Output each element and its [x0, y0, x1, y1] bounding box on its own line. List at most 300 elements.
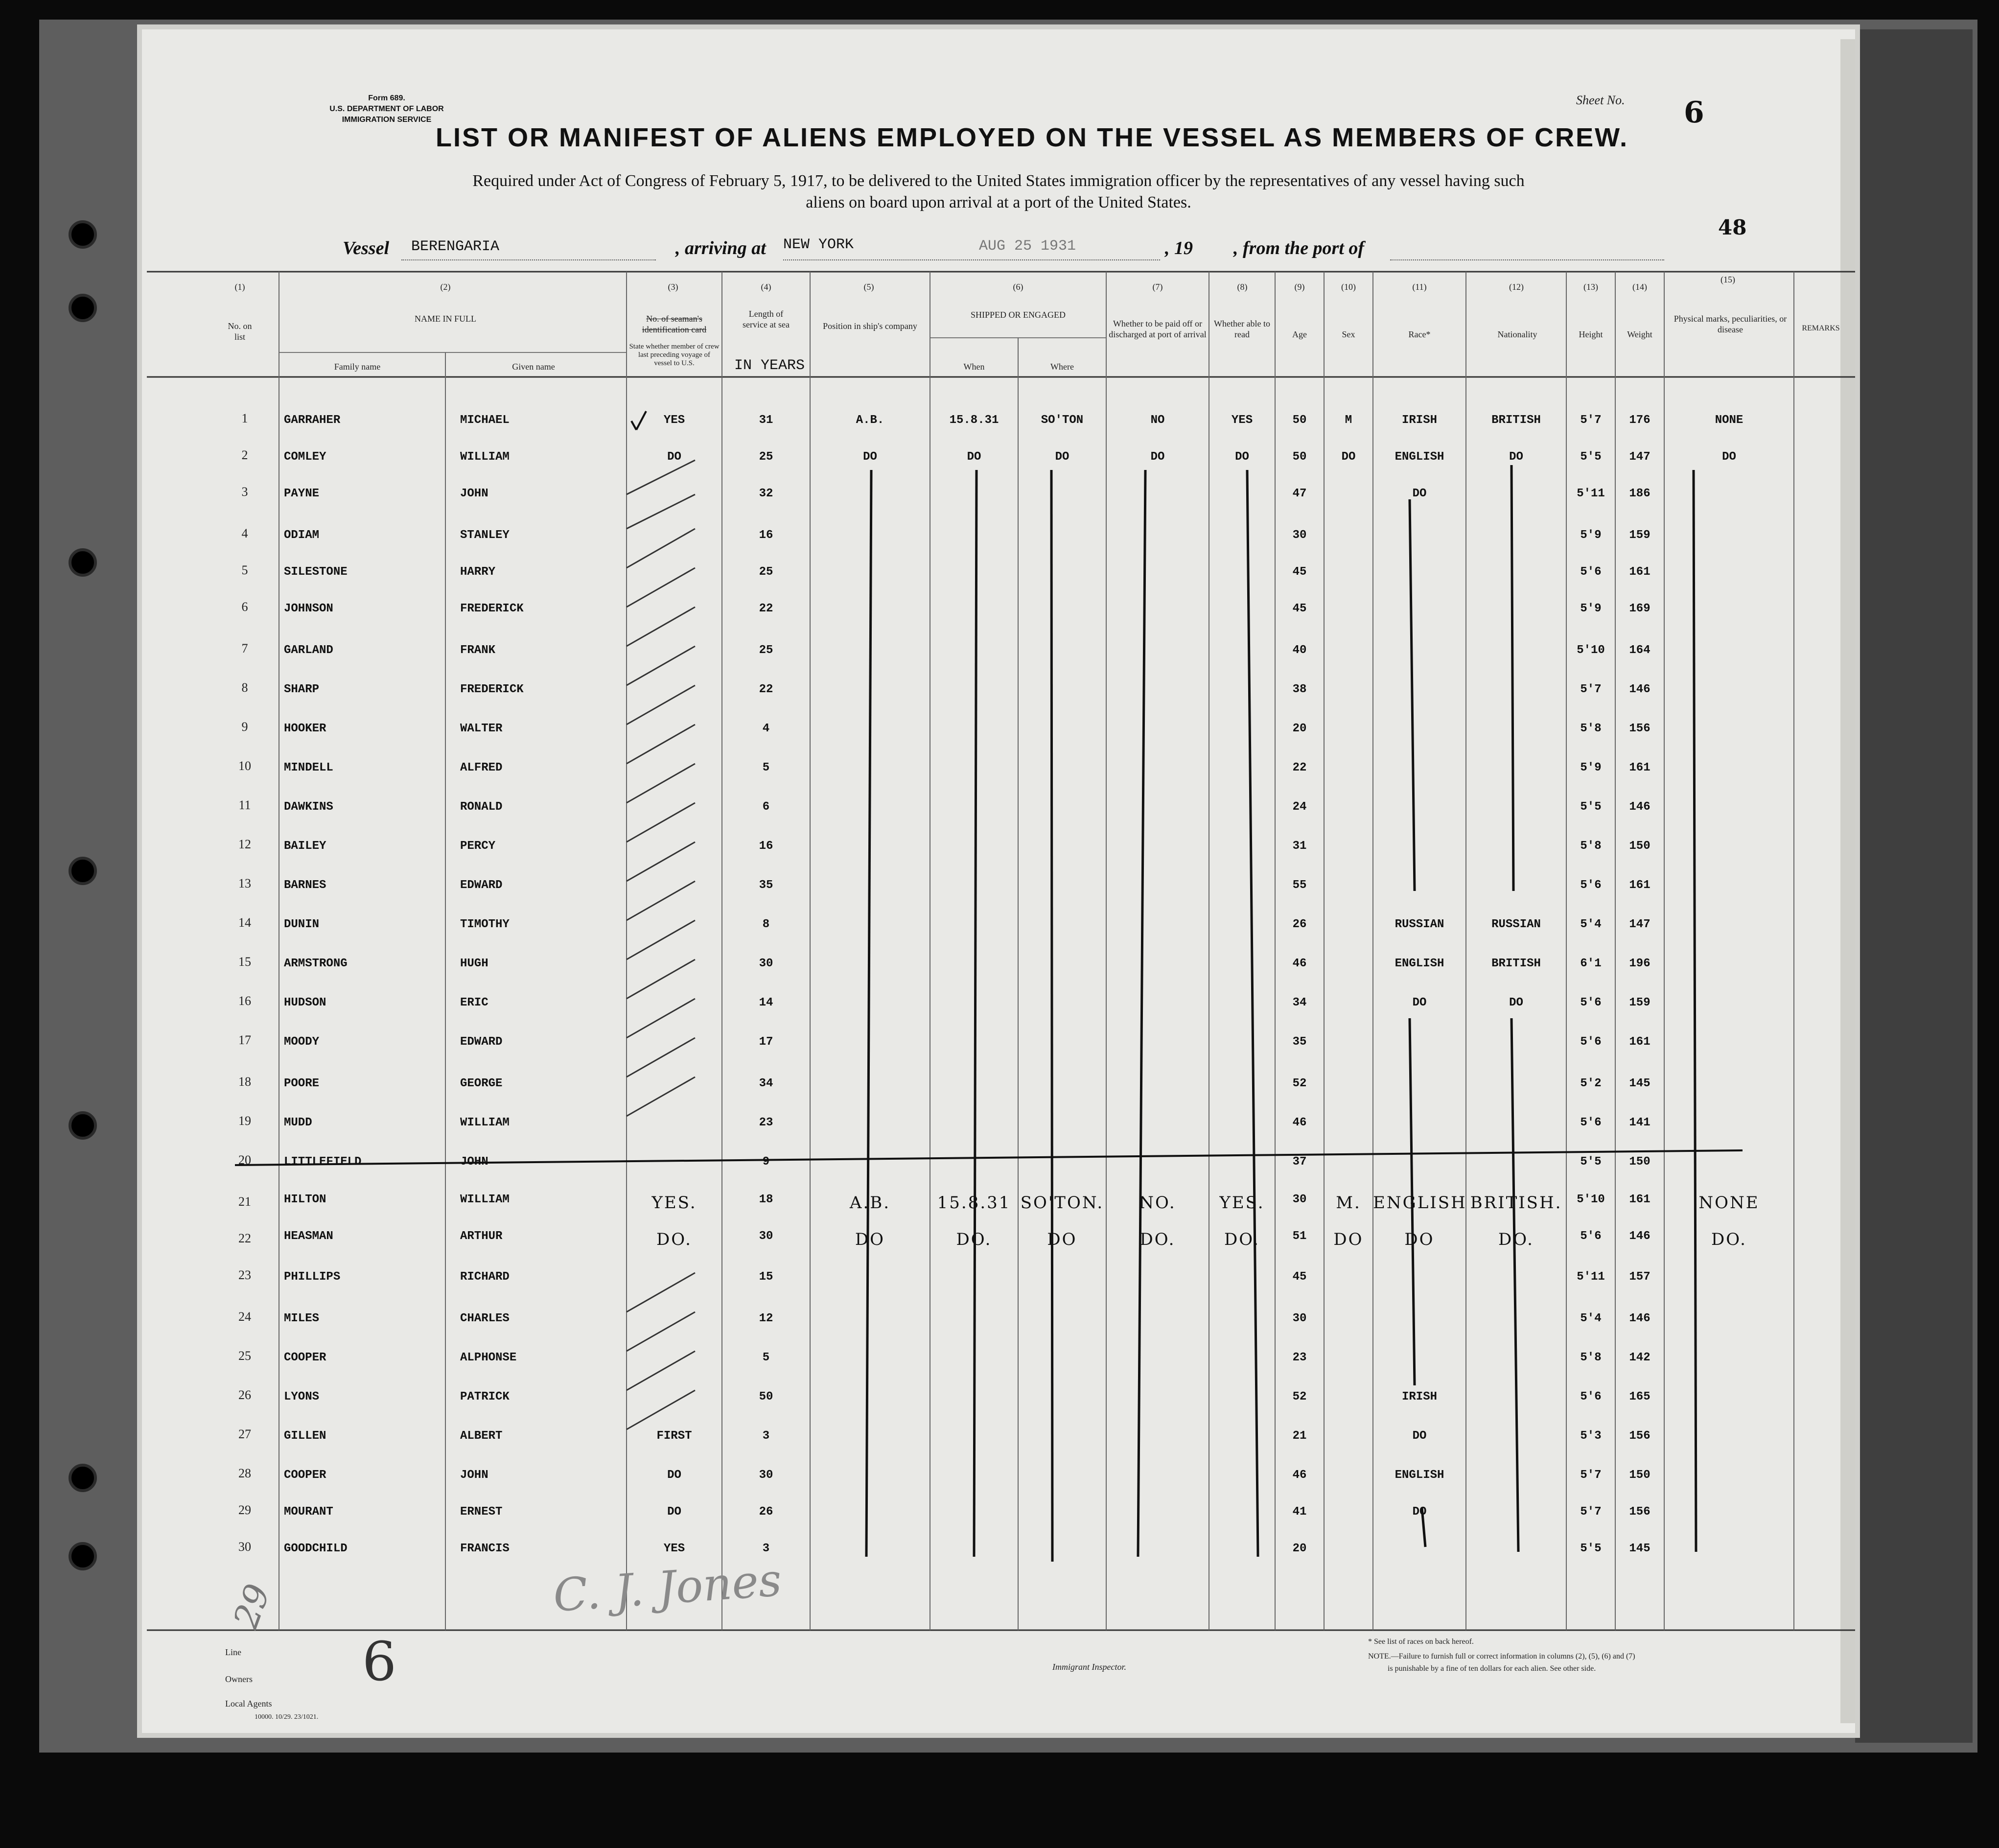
- date-stamp: AUG 25 1931: [979, 238, 1076, 255]
- age-cell: 20: [1292, 722, 1307, 735]
- nationality-cell: RUSSIAN: [1491, 918, 1541, 931]
- given-name-cell: ERIC: [460, 996, 488, 1009]
- weight-cell: 161: [1629, 1193, 1650, 1206]
- physical-marks-cell: NONE: [1698, 1193, 1760, 1213]
- family-name-cell: PAYNE: [284, 487, 320, 500]
- col-num-2: (2): [440, 282, 451, 292]
- row-number-cell: 29: [238, 1503, 251, 1517]
- weight-cell: 156: [1629, 1429, 1650, 1443]
- age-cell: 46: [1292, 1116, 1307, 1129]
- physical-marks-cell: DO.: [1711, 1230, 1747, 1249]
- header-col3-struck: No. of seaman's identification card: [642, 314, 707, 334]
- col-num-5: (5): [863, 282, 874, 292]
- service-years-cell: 35: [759, 879, 773, 892]
- service-years-cell: 31: [759, 414, 773, 427]
- given-name-cell: ALBERT: [460, 1429, 503, 1443]
- row-number-cell: 11: [238, 798, 251, 812]
- given-name-cell: TIMOTHY: [460, 918, 510, 931]
- family-name-cell: SILESTONE: [284, 565, 348, 579]
- row-number-cell: 1: [241, 411, 248, 425]
- height-cell: 5'4: [1580, 918, 1602, 931]
- weight-cell: 146: [1629, 1230, 1650, 1243]
- weight-cell: 186: [1629, 487, 1650, 500]
- age-cell: 38: [1292, 683, 1307, 696]
- requirement-line-2: aliens on board upon arrival at a port of the United States.: [806, 193, 1191, 211]
- service-years-cell: 3: [762, 1429, 770, 1443]
- header-given-name: Given name: [512, 362, 555, 372]
- weight-cell: 150: [1629, 840, 1650, 853]
- family-name-cell: GOODCHILD: [284, 1542, 348, 1555]
- height-cell: 5'9: [1580, 602, 1602, 615]
- position-cell: DO: [855, 1230, 885, 1249]
- col-num-9: (9): [1294, 282, 1305, 292]
- family-name-cell: ODIAM: [284, 529, 320, 542]
- previous-voyage-cell: DO: [667, 1505, 681, 1519]
- header-col4-typed: IN YEARS: [734, 357, 805, 374]
- row-number-cell: 17: [238, 1033, 251, 1047]
- able-to-read-cell: YES: [1231, 414, 1253, 427]
- height-cell: 5'11: [1577, 487, 1605, 500]
- physical-marks-cell: DO: [1722, 450, 1736, 464]
- height-cell: 5'7: [1580, 683, 1602, 696]
- family-name-cell: BAILEY: [284, 840, 326, 853]
- header-nationality: Nationality: [1497, 329, 1537, 339]
- age-cell: 41: [1292, 1505, 1307, 1519]
- race-cell: DO: [1412, 1505, 1427, 1519]
- service-years-cell: 22: [759, 602, 773, 615]
- previous-voyage-cell: YES.: [651, 1193, 697, 1213]
- height-cell: 5'7: [1580, 414, 1602, 427]
- header-race: Race*: [1408, 329, 1431, 339]
- form-number: Form 689.: [368, 94, 405, 102]
- weight-cell: 159: [1629, 996, 1650, 1009]
- service-years-cell: 16: [759, 529, 773, 542]
- given-name-cell: GEORGE: [460, 1077, 503, 1090]
- age-cell: 52: [1292, 1390, 1307, 1404]
- family-name-cell: ARMSTRONG: [284, 957, 348, 970]
- family-name-cell: COMLEY: [284, 450, 326, 464]
- race-cell: DO: [1412, 487, 1427, 500]
- position-cell: A.B.: [856, 414, 884, 427]
- given-name-cell: EDWARD: [460, 1035, 503, 1049]
- paid-off-cell: NO.: [1139, 1193, 1176, 1213]
- given-name-cell: FREDERICK: [460, 602, 524, 615]
- age-cell: 34: [1292, 996, 1307, 1009]
- family-name-cell: HEASMAN: [284, 1230, 333, 1243]
- previous-voyage-cell: DO: [667, 1469, 681, 1482]
- row-number-cell: 18: [238, 1075, 251, 1089]
- row-number-cell: 8: [241, 680, 248, 695]
- race-cell: DO: [1412, 1429, 1427, 1443]
- service-years-cell: 17: [759, 1035, 773, 1049]
- department-name: U.S. DEPARTMENT OF LABOR: [329, 105, 444, 113]
- able-to-read-cell: YES.: [1219, 1193, 1265, 1213]
- header-height: Height: [1579, 329, 1603, 339]
- age-cell: 22: [1292, 761, 1307, 774]
- height-cell: 5'6: [1580, 1035, 1602, 1049]
- height-cell: 5'6: [1580, 565, 1602, 579]
- page-count: 48: [1718, 215, 1747, 239]
- row-number-cell: 27: [238, 1427, 251, 1441]
- family-name-cell: HILTON: [284, 1193, 326, 1206]
- family-name-cell: DAWKINS: [284, 800, 333, 814]
- col-num-12: (12): [1509, 282, 1524, 292]
- shipped-where-cell: DO: [1047, 1230, 1077, 1249]
- header-col8: Whether able to read: [1214, 319, 1270, 339]
- nationality-cell: BRITISH.: [1470, 1193, 1562, 1213]
- footer-line-label: Line: [225, 1647, 241, 1657]
- given-name-cell: FRANK: [460, 644, 496, 657]
- race-cell: ENGLISH: [1373, 1193, 1467, 1213]
- given-name-cell: FRANCIS: [460, 1542, 510, 1555]
- family-name-cell: POORE: [284, 1077, 320, 1090]
- age-cell: 46: [1292, 1469, 1307, 1482]
- service-years-cell: 22: [759, 683, 773, 696]
- weight-cell: 176: [1629, 414, 1650, 427]
- row-number-cell: 22: [238, 1231, 251, 1245]
- family-name-cell: MOODY: [284, 1035, 320, 1049]
- row-number-cell: 25: [238, 1349, 251, 1363]
- col-num-11: (11): [1412, 282, 1427, 292]
- weight-cell: 150: [1629, 1155, 1650, 1169]
- col-num-15: (15): [1720, 275, 1735, 284]
- sex-cell: M.: [1336, 1193, 1361, 1213]
- service-years-cell: 12: [759, 1312, 773, 1325]
- age-cell: 26: [1292, 918, 1307, 931]
- family-name-cell: HOOKER: [284, 722, 326, 735]
- age-cell: 51: [1292, 1230, 1307, 1243]
- year-label: , 19: [1165, 238, 1193, 258]
- from-port-label: , from the port of: [1233, 238, 1365, 258]
- family-name-cell: MILES: [284, 1312, 320, 1325]
- service-years-cell: 25: [759, 644, 773, 657]
- sheet-label: Sheet No.: [1576, 93, 1625, 107]
- weight-cell: 165: [1629, 1390, 1650, 1404]
- service-years-cell: 25: [759, 565, 773, 579]
- row-number-cell: 5: [241, 563, 248, 577]
- col-num-1: (1): [234, 282, 245, 292]
- row-number-cell: 2: [241, 448, 248, 462]
- inspector-label: Immigrant Inspector.: [1052, 1662, 1126, 1672]
- weight-cell: 169: [1629, 602, 1650, 615]
- height-cell: 5'5: [1580, 1155, 1602, 1169]
- shipped-when-cell: DO.: [956, 1230, 992, 1249]
- race-cell: ENGLISH: [1395, 957, 1444, 970]
- age-cell: 30: [1292, 1312, 1307, 1325]
- height-cell: 5'9: [1580, 529, 1602, 542]
- race-cell: IRISH: [1401, 414, 1437, 427]
- weight-cell: 146: [1629, 800, 1650, 814]
- race-cell: DO: [1404, 1230, 1435, 1249]
- service-years-cell: 5: [762, 761, 770, 774]
- vessel-name: BERENGARIA: [411, 238, 500, 255]
- age-cell: 45: [1292, 1270, 1307, 1284]
- col-num-7: (7): [1152, 282, 1163, 292]
- family-name-cell: MUDD: [284, 1116, 312, 1129]
- given-name-cell: RONALD: [460, 800, 503, 814]
- family-name-cell: BARNES: [284, 879, 326, 892]
- header-no-on-list: No. on list: [228, 321, 252, 342]
- service-years-cell: 6: [762, 800, 770, 814]
- weight-cell: 146: [1629, 683, 1650, 696]
- nationality-cell: DO: [1509, 996, 1523, 1009]
- races-note: * See list of races on back hereof.: [1368, 1637, 1474, 1646]
- paid-off-cell: DO: [1150, 450, 1165, 464]
- header-weight: Weight: [1627, 329, 1652, 339]
- service-name: IMMIGRATION SERVICE: [342, 116, 432, 124]
- shipped-where-cell: SO'TON.: [1020, 1193, 1104, 1213]
- shipped-where-cell: DO: [1055, 450, 1069, 464]
- service-years-cell: 32: [759, 487, 773, 500]
- page-title: LIST OR MANIFEST OF ALIENS EMPLOYED ON THE VESSEL AS MEMBERS OF CREW.: [436, 123, 1629, 152]
- sex-cell: M: [1345, 414, 1352, 427]
- arriving-label: , arriving at: [675, 238, 766, 258]
- age-cell: 40: [1292, 644, 1307, 657]
- row-number-cell: 16: [238, 994, 251, 1008]
- family-name-cell: MOURANT: [284, 1505, 333, 1519]
- header-remarks: REMARKS: [1802, 324, 1840, 332]
- weight-cell: 156: [1629, 722, 1650, 735]
- footer-owners-label: Owners: [225, 1674, 253, 1684]
- given-name-cell: WILLIAM: [460, 1116, 510, 1129]
- shipped-when-cell: 15.8.31: [949, 414, 999, 427]
- age-cell: 52: [1292, 1077, 1307, 1090]
- service-years-cell: 34: [759, 1077, 773, 1090]
- height-cell: 5'7: [1580, 1505, 1602, 1519]
- arrival-port: NEW YORK: [783, 236, 854, 253]
- weight-cell: 161: [1629, 565, 1650, 579]
- given-name-cell: FREDERICK: [460, 683, 524, 696]
- previous-voyage-cell: DO: [667, 450, 681, 464]
- given-name-cell: WILLIAM: [460, 1193, 510, 1206]
- row-number-cell: 26: [238, 1388, 251, 1402]
- family-name-cell: SHARP: [284, 683, 320, 696]
- given-name-cell: ALPHONSE: [460, 1351, 517, 1364]
- given-name-cell: CHARLES: [460, 1312, 510, 1325]
- weight-cell: 150: [1629, 1469, 1650, 1482]
- age-cell: 31: [1292, 840, 1307, 853]
- given-name-cell: MICHAEL: [460, 414, 510, 427]
- row-number-cell: 10: [238, 759, 251, 773]
- service-years-cell: 26: [759, 1505, 773, 1519]
- previous-voyage-cell: DO.: [656, 1230, 692, 1249]
- race-cell: ENGLISH: [1395, 1469, 1444, 1482]
- weight-cell: 141: [1629, 1116, 1650, 1129]
- header-col6-when: When: [963, 362, 985, 372]
- shipped-when-cell: 15.8.31: [937, 1193, 1011, 1213]
- header-col6-where: Where: [1050, 362, 1074, 372]
- family-name-cell: PHILLIPS: [284, 1270, 341, 1284]
- family-name-cell: DUNIN: [284, 918, 320, 931]
- weight-cell: 161: [1629, 1035, 1650, 1049]
- col-num-6: (6): [1013, 282, 1023, 292]
- fine-note-line-2: is punishable by a fine of ten dollars for each alien. See other side.: [1388, 1664, 1596, 1673]
- paid-off-cell: NO: [1150, 414, 1165, 427]
- service-years-cell: 3: [762, 1542, 770, 1555]
- check-slashes: [627, 460, 695, 1429]
- age-cell: 55: [1292, 879, 1307, 892]
- shipped-when-cell: DO: [967, 450, 981, 464]
- row-number-cell: 13: [238, 876, 251, 890]
- col-num-10: (10): [1341, 282, 1356, 292]
- height-cell: 5'5: [1580, 800, 1602, 814]
- row-number-cell: 7: [241, 641, 248, 655]
- race-cell: RUSSIAN: [1395, 918, 1444, 931]
- height-cell: 5'2: [1580, 1077, 1602, 1090]
- previous-voyage-cell: FIRST: [656, 1429, 692, 1443]
- family-name-cell: LITTLEFIELD: [284, 1155, 362, 1169]
- height-cell: 5'9: [1580, 761, 1602, 774]
- height-cell: 5'10: [1577, 644, 1605, 657]
- weight-cell: 157: [1629, 1270, 1650, 1284]
- weight-cell: 161: [1629, 761, 1650, 774]
- weight-cell: 145: [1629, 1077, 1650, 1090]
- position-cell: A.B.: [849, 1193, 891, 1213]
- age-cell: 35: [1292, 1035, 1307, 1049]
- age-cell: 20: [1292, 1542, 1307, 1555]
- service-years-cell: 18: [759, 1193, 773, 1206]
- row-number-cell: 21: [238, 1194, 251, 1209]
- age-cell: 30: [1292, 529, 1307, 542]
- given-name-cell: ARTHUR: [460, 1230, 503, 1243]
- header-col4: Length of service at sea: [743, 309, 790, 329]
- given-name-cell: JOHN: [460, 1469, 488, 1482]
- column-rules: [279, 272, 1794, 1630]
- row-number-cell: 28: [238, 1466, 251, 1480]
- service-years-cell: 4: [762, 722, 770, 735]
- given-name-cell: PERCY: [460, 840, 496, 853]
- header-age: Age: [1292, 329, 1307, 339]
- nationality-cell: DO.: [1498, 1230, 1534, 1249]
- paid-off-cell: DO.: [1139, 1230, 1176, 1249]
- service-years-cell: 23: [759, 1116, 773, 1129]
- col-num-14: (14): [1632, 282, 1647, 292]
- header-col6: SHIPPED OR ENGAGED: [970, 310, 1066, 320]
- previous-voyage-cell: YES: [663, 1542, 685, 1555]
- row-number-cell: 12: [238, 837, 251, 851]
- row-number-cell: 3: [241, 485, 248, 499]
- service-years-cell: 25: [759, 450, 773, 464]
- col-num-3: (3): [668, 282, 678, 292]
- able-to-read-cell: DO: [1235, 450, 1249, 464]
- footer-print-code: 10000. 10/29. 23/1021.: [255, 1713, 319, 1721]
- position-cell: DO: [863, 450, 877, 464]
- row-number-cell: 4: [241, 526, 248, 540]
- age-cell: 45: [1292, 565, 1307, 579]
- race-cell: IRISH: [1401, 1390, 1437, 1404]
- height-cell: 5'6: [1580, 1116, 1602, 1129]
- nationality-cell: DO: [1509, 450, 1523, 464]
- weight-cell: 159: [1629, 529, 1650, 542]
- inspector-signature: C. J. Jones: [551, 1553, 784, 1622]
- age-cell: 50: [1292, 450, 1307, 464]
- race-cell: DO: [1412, 996, 1427, 1009]
- height-cell: 5'8: [1580, 840, 1602, 853]
- header-col3: State whether member of crew last preceding voyage of vessel to U.S.: [629, 343, 720, 367]
- height-cell: 5'6: [1580, 1230, 1602, 1243]
- service-years-cell: 30: [759, 957, 773, 970]
- family-name-cell: MINDELL: [284, 761, 333, 774]
- sex-cell: DO: [1341, 450, 1356, 464]
- age-cell: 24: [1292, 800, 1307, 814]
- nationality-cell: BRITISH: [1491, 957, 1541, 970]
- row-number-cell: 6: [241, 600, 248, 614]
- row-number-cell: 20: [238, 1153, 251, 1167]
- weight-cell: 161: [1629, 879, 1650, 892]
- family-name-cell: LYONS: [284, 1390, 320, 1404]
- given-name-cell: JOHN: [460, 487, 488, 500]
- family-name-cell: COOPER: [284, 1469, 326, 1482]
- weight-cell: 156: [1629, 1505, 1650, 1519]
- service-years-cell: 8: [762, 918, 770, 931]
- height-cell: 5'6: [1580, 996, 1602, 1009]
- height-cell: 5'5: [1580, 450, 1602, 464]
- col-num-13: (13): [1583, 282, 1598, 292]
- given-name-cell: HARRY: [460, 565, 496, 579]
- margin-note: 29: [225, 1579, 279, 1634]
- age-cell: 47: [1292, 487, 1307, 500]
- service-years-cell: 50: [759, 1390, 773, 1404]
- age-cell: 50: [1292, 414, 1307, 427]
- weight-cell: 146: [1629, 1312, 1650, 1325]
- row-number-cell: 19: [238, 1114, 251, 1128]
- given-name-cell: PATRICK: [460, 1390, 510, 1404]
- header-sex: Sex: [1342, 329, 1355, 339]
- service-years-cell: 15: [759, 1270, 773, 1284]
- row-number-cell: 23: [238, 1268, 251, 1282]
- height-cell: 5'4: [1580, 1312, 1602, 1325]
- height-cell: 5'10: [1577, 1193, 1605, 1206]
- weight-cell: 145: [1629, 1542, 1650, 1555]
- header-col7: Whether to be paid off or discharged at port of arrival: [1109, 319, 1207, 339]
- given-name-cell: STANLEY: [460, 529, 510, 542]
- family-name-cell: GARRAHER: [284, 414, 341, 427]
- row-number-cell: 24: [238, 1310, 251, 1324]
- col-num-8: (8): [1237, 282, 1248, 292]
- weight-cell: 164: [1629, 644, 1650, 657]
- row-number-cell: 15: [238, 955, 251, 969]
- height-cell: 5'8: [1580, 1351, 1602, 1364]
- service-years-cell: 9: [762, 1155, 770, 1169]
- weight-cell: 147: [1629, 450, 1650, 464]
- header-physical-marks: Physical marks, peculiarities, or disease: [1674, 314, 1787, 334]
- row-number-cell: 14: [238, 915, 251, 930]
- age-cell: 45: [1292, 602, 1307, 615]
- family-name-cell: JOHNSON: [284, 602, 333, 615]
- vessel-label: Vessel: [343, 238, 389, 258]
- weight-cell: 142: [1629, 1351, 1650, 1364]
- service-years-cell: 14: [759, 996, 773, 1009]
- previous-voyage-cell: YES: [663, 414, 685, 427]
- shipped-where-cell: SO'TON: [1041, 414, 1084, 427]
- col-num-4: (4): [761, 282, 771, 292]
- given-name-cell: WALTER: [460, 722, 503, 735]
- given-name-cell: EDWARD: [460, 879, 503, 892]
- race-cell: ENGLISH: [1395, 450, 1444, 464]
- service-years-cell: 16: [759, 840, 773, 853]
- height-cell: 5'11: [1577, 1270, 1605, 1284]
- given-name-cell: RICHARD: [460, 1270, 510, 1284]
- family-name-cell: GARLAND: [284, 644, 333, 657]
- sex-cell: DO: [1333, 1230, 1364, 1249]
- sheet-number: 6: [1684, 95, 1704, 130]
- nationality-cell: BRITISH: [1491, 414, 1541, 427]
- height-cell: 5'5: [1580, 1542, 1602, 1555]
- height-cell: 5'8: [1580, 722, 1602, 735]
- row-number-cell: 9: [241, 720, 248, 734]
- age-cell: 46: [1292, 957, 1307, 970]
- service-years-cell: 5: [762, 1351, 770, 1364]
